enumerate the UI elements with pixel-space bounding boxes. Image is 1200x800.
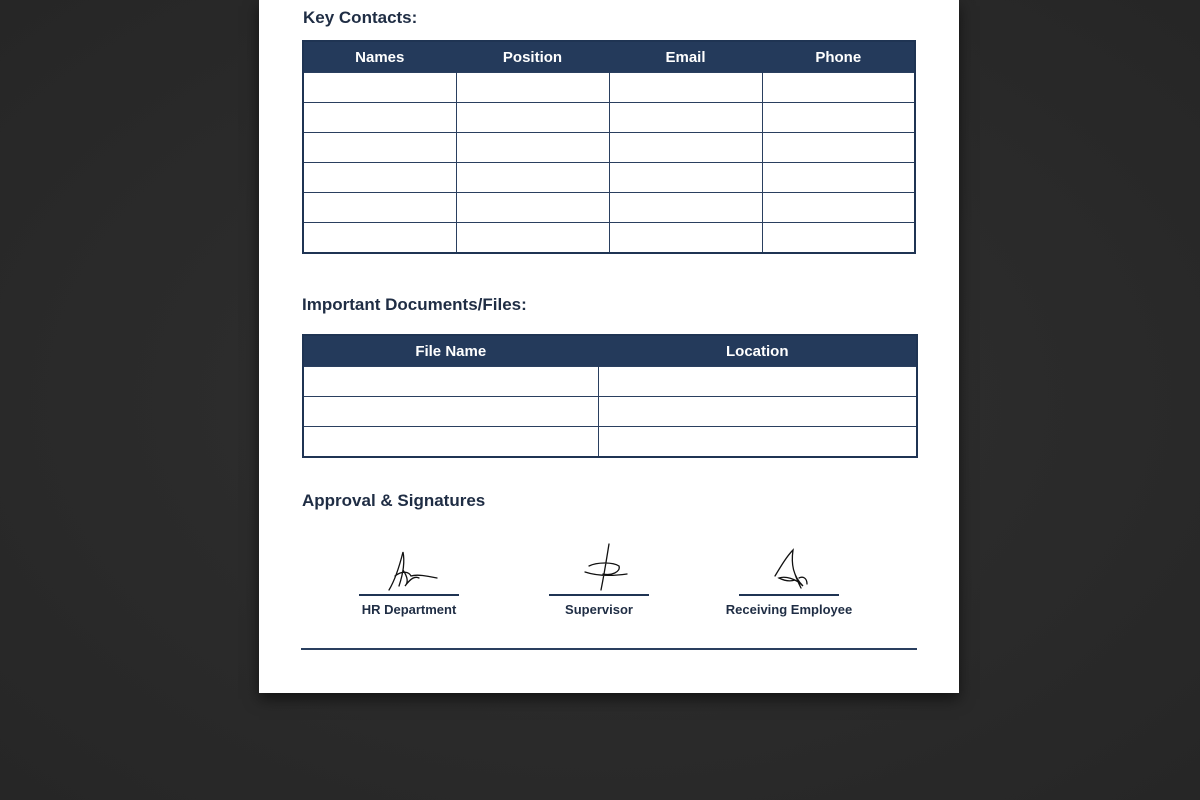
table-cell[interactable] [456,133,609,163]
column-header-email: Email [609,41,762,73]
table-row [303,73,915,103]
table-row [303,223,915,254]
table-cell[interactable] [598,427,917,458]
table-header-row [303,41,915,73]
table-cell[interactable] [762,163,915,193]
documents-title: Important Documents/Files: [302,295,527,314]
table-cell[interactable] [303,223,456,254]
table-cell[interactable] [303,367,598,397]
column-header-file-name: File Name [303,335,598,367]
signature-block-receiving-employee [699,540,879,625]
table-cell[interactable] [303,193,456,223]
key-contacts-table [302,40,916,254]
table-cell[interactable] [762,223,915,254]
table-cell[interactable] [456,223,609,254]
table-cell[interactable] [456,163,609,193]
signature-line [359,594,459,596]
table-cell[interactable] [456,73,609,103]
table-row [303,103,915,133]
table-row [303,397,917,427]
table-cell[interactable] [609,103,762,133]
table-cell[interactable] [598,397,917,427]
table-cell[interactable] [762,73,915,103]
table-cell[interactable] [303,103,456,133]
signature-block-hr [319,540,499,625]
table-cell[interactable] [303,163,456,193]
table-cell[interactable] [303,427,598,458]
table-cell[interactable] [609,223,762,254]
column-header-location: Location [598,335,917,367]
signature-block-supervisor [509,540,689,625]
table-header-row [303,335,917,367]
document-page [259,0,959,693]
column-header-phone: Phone [762,41,915,73]
table-row [303,133,915,163]
signature-line [739,594,839,596]
signature-employee-image [699,540,879,596]
table-cell[interactable] [762,133,915,163]
key-contacts-title: Key Contacts: [303,8,418,27]
footer-divider [301,648,917,650]
table-cell[interactable] [303,397,598,427]
table-cell[interactable] [303,133,456,163]
table-cell[interactable] [598,367,917,397]
table-row [303,193,915,223]
documents-table [302,334,918,458]
approval-title: Approval & Signatures [302,491,486,510]
column-header-position: Position [456,41,609,73]
table-cell[interactable] [456,193,609,223]
table-cell[interactable] [609,73,762,103]
signature-label-receiving-employee: Receiving Employee [725,602,853,617]
table-cell[interactable] [762,103,915,133]
table-cell[interactable] [609,163,762,193]
table-row [303,367,917,397]
signature-label-supervisor: Supervisor [565,602,633,617]
table-cell[interactable] [762,193,915,223]
table-cell[interactable] [609,193,762,223]
signature-line [549,594,649,596]
signature-hr-image [319,540,499,596]
table-cell[interactable] [609,133,762,163]
signature-supervisor-image [509,540,689,596]
table-row [303,427,917,458]
table-row [303,163,915,193]
table-cell[interactable] [456,103,609,133]
table-cell[interactable] [303,73,456,103]
column-header-names: Names [303,41,456,73]
signature-label-hr: HR Department [361,602,457,617]
